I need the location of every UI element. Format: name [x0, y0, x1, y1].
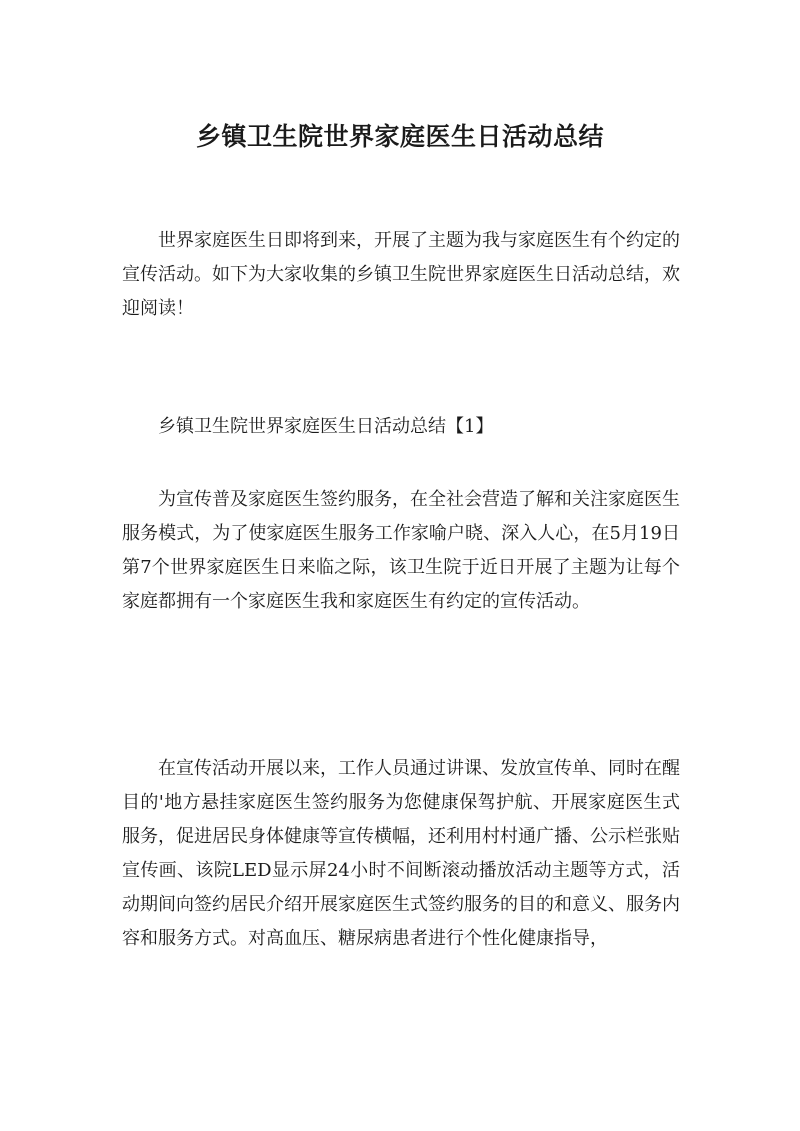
document-title: 乡镇卫生院世界家庭医生日活动总结	[195, 121, 604, 151]
intro-paragraph: 世界家庭医生日即将到来，开展了主题为我与家庭医生有个约定的宣传活动。如下为大家收集的乡镇卫生院世界家庭医生日活动总结，欢迎阅读！	[122, 230, 680, 319]
section-heading: 乡镇卫生院世界家庭医生日活动总结【1】	[158, 416, 494, 437]
body-paragraph-1: 为宣传普及家庭医生签约服务，在全社会营造了解和关注家庭医生服务模式，为了使家庭医生服务工作家喻户晓、深入人心，在5月19日第7个世界家庭医生日来临之际，该卫生院于近日开展了主题为让每个家庭都拥有一个家庭医生我和家庭医生有约定的宣传活动。	[122, 489, 680, 612]
body-paragraph-2: 在宣传活动开展以来，工作人员通过讲课、发放宣传单、同时在醒目的'地方悬挂家庭医生签约服务为您健康保驾护航、开展家庭医生式服务，促进居民身体健康等宣传横幅，还利用村村通广播、公示栏张贴宣传画、该院LED显示屏24小时不间断滚动播放活动主题等方式，活动期间向签约居民介绍开展家庭医生式签约服务的目的和意义、服务内容和服务方式。对高血压、糖尿病患者进行个性化健康指导，	[122, 758, 680, 949]
